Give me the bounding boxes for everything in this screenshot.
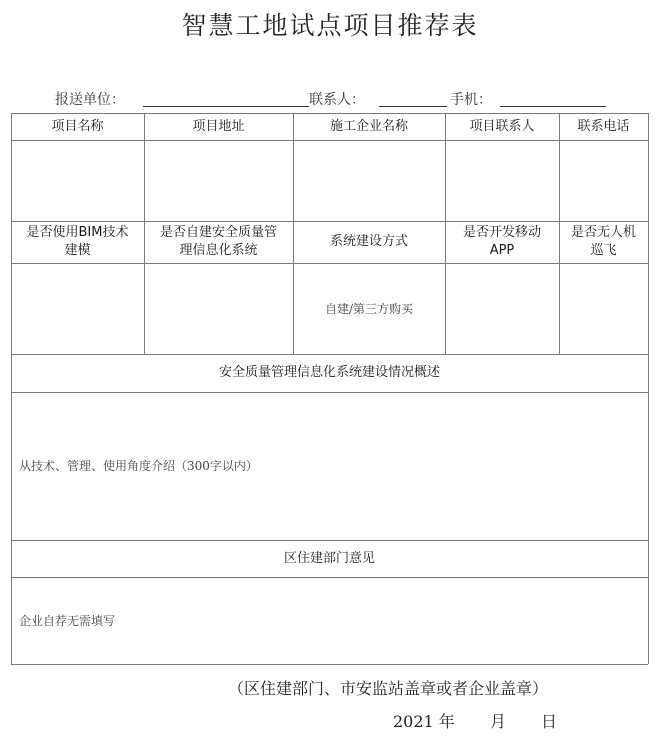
header-line: 巡飞 (590, 243, 617, 258)
header-line: 是否自建安全质量管 (159, 225, 277, 240)
date-day: 日 (541, 712, 558, 731)
header-line: 理信息化系统 (179, 243, 258, 258)
overview-section-header: 安全质量管理信息化系统建设情况概述 (218, 365, 440, 380)
table-border-right (648, 113, 649, 664)
header-drone-patrol (559, 221, 648, 263)
header-self-built-system (144, 221, 293, 263)
district-opinion-input[interactable]: 企业自荐无需填写 (19, 613, 116, 628)
header-project-address: 项目地址 (192, 118, 245, 134)
district-opinion-header: 区住建部门意见 (283, 550, 375, 566)
header-bim-usage (11, 221, 144, 263)
submitting-unit-label: 报送单位： (55, 92, 125, 108)
header-construction-method: 系统建设方式 (329, 234, 408, 249)
construction-method-input[interactable]: 自建/第三方购买 (324, 301, 414, 316)
header-line: 建模 (64, 243, 91, 258)
table-border-bottom (11, 664, 648, 665)
stamp-note: （区住建部门、市安监站盖章或者企业盖章） (228, 679, 549, 698)
construction-company-input[interactable] (293, 140, 445, 221)
header-contact-phone: 联系电话 (577, 118, 630, 134)
header-line: 是否无人机 (570, 225, 636, 240)
header-construction-company: 施工企业名称 (329, 118, 408, 134)
bim-usage-input[interactable] (11, 263, 144, 354)
header-mobile-app (445, 221, 559, 263)
mobile-app-input[interactable] (445, 263, 559, 354)
self-built-system-input[interactable] (144, 263, 293, 354)
date-year: 2021 年 (393, 712, 455, 731)
drone-patrol-input[interactable] (559, 263, 648, 354)
mobile-label: 手机： (450, 92, 492, 108)
header-line: APP (489, 243, 515, 258)
header-project-contact: 项目联系人 (469, 118, 535, 134)
contact-phone-input[interactable] (559, 140, 648, 221)
date-month: 月 (490, 712, 507, 731)
header-project-name: 项目名称 (51, 118, 104, 134)
header-line: 是否使用BIM技术 (26, 225, 129, 240)
project-name-input[interactable] (11, 140, 144, 221)
header-line: 是否开发移动 (462, 225, 541, 240)
project-contact-input[interactable] (445, 140, 559, 221)
contact-person-label: 联系人： (309, 92, 365, 108)
page-title: 智慧工地试点项目推荐表 (181, 11, 479, 40)
overview-input[interactable]: 从技术、管理、使用角度介绍（300字以内） (19, 459, 258, 473)
project-address-input[interactable] (144, 140, 293, 221)
